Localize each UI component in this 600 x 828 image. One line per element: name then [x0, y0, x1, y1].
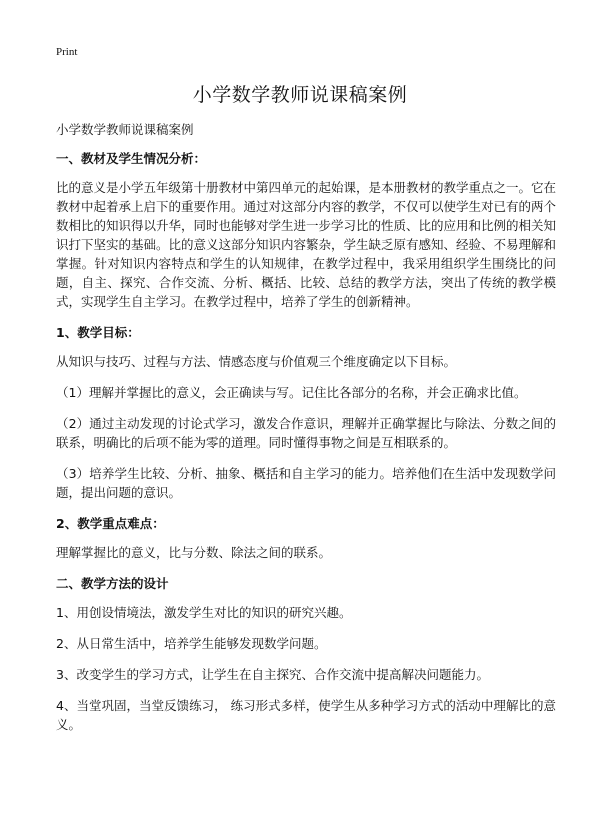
paragraph-analysis: 比的意义是小学五年级第十册教材中第四单元的起始课，是本册教材的教学重点之一。它在教材中起着承上启下的重要作用。通过对这部分内容的教学，不仅可以使学生对已有的两个数相比的知识得以升华，同时也能够对学生进一步学习比的性质、比的应用和比例的相关知识打下坚实的基础。比的意义这部分知识内容繁杂，学生缺乏原有感知、经验、不易理解和掌握。针对知识内容特点和学生的认知规律，在教学过程中，我采用组织学生围绕比的问题，自主、探究、合作交流、分析、概括、比较、总结的教学方法，突出了传统的教学模式，实现学生自主学习。在教学过程中，培养了学生的创新精神。 — [56, 180, 557, 309]
paragraph-method-3: 3、改变学生的学习方式，让学生在自主探究、合作交流中提高解决问题能力。 — [56, 667, 489, 682]
paragraph-method-1: 1、用创设情境法，激发学生对比的知识的研究兴趣。 — [56, 605, 352, 620]
paragraph-method-2: 2、从日常生活中，培养学生能够发现数学问题。 — [56, 636, 327, 651]
paragraph-goal-2: （2）通过主动发现的讨论式学习，激发合作意识，理解并正确掌握比与除法、分数之间的联系，明确比的后项不能为零的道理。同时懂得事物之间是互相联系的。 — [56, 416, 556, 450]
paragraph-goal-3: （3）培养学生比较、分析、抽象、概括和自主学习的能力。培养他们在生活中发现数学问题，提出问题的意识。 — [56, 466, 556, 500]
paragraph-goal-1: （1）理解并掌握比的意义，会正确读与写。记住比各部分的名称，并会正确求比值。 — [56, 385, 527, 400]
print-label[interactable]: Print — [56, 46, 78, 58]
section-heading-goals: 1、教学目标： — [56, 325, 140, 340]
paragraph-goals-intro: 从知识与技巧、过程与方法、情感态度与价值观三个维度确定以下目标。 — [56, 354, 457, 369]
section-heading-key-points: 2、教学重点难点： — [56, 516, 165, 531]
document-title: 小学数学教师说课稿案例 — [192, 84, 408, 106]
paragraph-method-4: 4、当堂巩固，当堂反馈练习， 练习形式多样，使学生从多种学习方式的活动中理解比的意义。 — [56, 698, 556, 732]
document-body — [56, 120, 556, 746]
document-subtitle: 小学数学教师说课稿案例 — [56, 122, 194, 137]
section-heading-methods: 二、教学方法的设计 — [56, 576, 169, 591]
paragraph-key-points: 理解掌握比的意义，比与分数、除法之间的联系。 — [56, 545, 332, 560]
section-heading-analysis: 一、教材及学生情况分析： — [56, 151, 207, 166]
